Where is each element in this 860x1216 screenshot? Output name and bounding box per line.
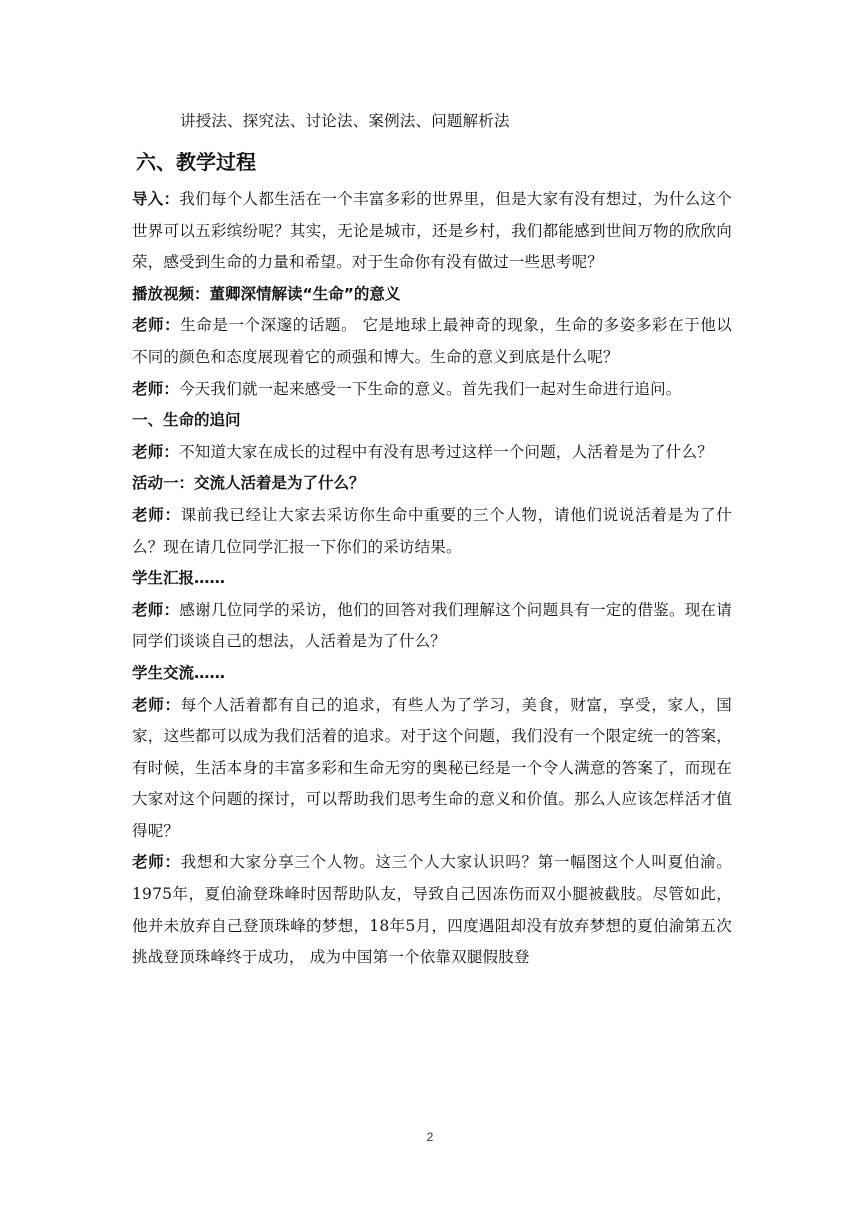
- speaker-label: 老师：: [132, 695, 181, 714]
- subheading-student-report: 学生汇报……: [132, 569, 226, 588]
- teaching-methods-line: 讲授法、探究法、讨论法、案例法、问题解析法: [180, 112, 510, 130]
- paragraph-teacher: [132, 437, 732, 469]
- speaker-label: 老师：: [132, 316, 181, 335]
- paragraph-text: 今天我们就一起来感受一下生命的意义。首先我们一起对生命进行追问。: [179, 379, 682, 398]
- paragraph-text: 我们每个人都生活在一个丰富多彩的世界里，但是大家有没有想过，为什么这个世界可以五彩缤纷呢？其实，无论是城市，还是乡村，我们都能感到世间万物的欣欣向荣，感受到生命的力量和希望。对于生命你有没有做过一些思考呢？: [132, 190, 732, 272]
- paragraph-teacher: [132, 310, 732, 373]
- speaker-label: 老师：: [132, 379, 180, 398]
- paragraph-intro: [132, 184, 732, 279]
- speaker-label: 老师：: [132, 600, 180, 619]
- speaker-label: 老师：: [132, 505, 181, 524]
- page-number: 2: [426, 1130, 434, 1144]
- paragraph-text: 不知道大家在成长的过程中有没有思考过这样一个问题，人活着是为了什么？: [179, 442, 713, 461]
- subheading-video: 播放视频：董卿深情解读“生命”的意义: [132, 284, 401, 303]
- paragraph-teacher: [132, 690, 732, 848]
- page-content: [132, 106, 732, 974]
- speaker-label: 老师：: [132, 853, 181, 872]
- section-title: 六、教学过程: [136, 150, 256, 174]
- speaker-label: 老师：: [132, 442, 180, 461]
- paragraph-teacher: [132, 374, 732, 406]
- subheading-activity-one: 活动一：交流人活着是为了什么？: [132, 474, 365, 493]
- subheading-student-discussion: 学生交流……: [132, 663, 226, 682]
- subheading-life-question: 一、生命的追问: [132, 411, 241, 430]
- paragraph-text: 每个人活着都有自己的追求，有些人为了学习，美食，财富，享受，家人，国家，这些都可以成为我们活着的追求。对于这个问题，我们没有一个限定统一的答案，有时候，生活本身的丰富多彩和生命无穷的奥秘已经是一个令人满意的答案了，而现在大家对这个问题的探讨，可以帮助我们思考生命的意义和价值。那么人应该怎样活才值得呢？: [132, 695, 732, 840]
- speaker-label: 导入：: [132, 190, 180, 208]
- paragraph-teacher: [132, 595, 732, 658]
- paragraph-text: 感谢几位同学的采访，他们的回答对我们理解这个问题具有一定的借鉴。现在请同学们谈谈自己的想法，人活着是为了什么？: [132, 600, 732, 651]
- paragraph-teacher: [132, 847, 732, 973]
- paragraph-text: 我想和大家分享三个人物。这三个人大家认识吗？第一幅图这个人叫夏伯渝。1975年，夏伯渝登珠峰时因帮助队友，导致自己因冻伤而双小腿被截肢。尽管如此，他并未放弃自己登顶珠峰的梦想，18年5月，四度遇阻却没有放弃梦想的夏伯渝第五次挑战登顶珠峰终于成功， 成为中国第一个依靠双腿假肢登: [132, 853, 732, 967]
- paragraph-teacher: [132, 500, 732, 563]
- paragraph-text: 课前我已经让大家去采访你生命中重要的三个人物，请他们说说活着是为了什么？现在请几位同学汇报一下你们的采访结果。: [132, 505, 732, 556]
- paragraph-text: 生命是一个深邃的话题。 它是地球上最神奇的现象，生命的多姿多彩在于他以不同的颜色和态度展现着它的顽强和博大。生命的意义到底是什么呢？: [132, 316, 732, 366]
